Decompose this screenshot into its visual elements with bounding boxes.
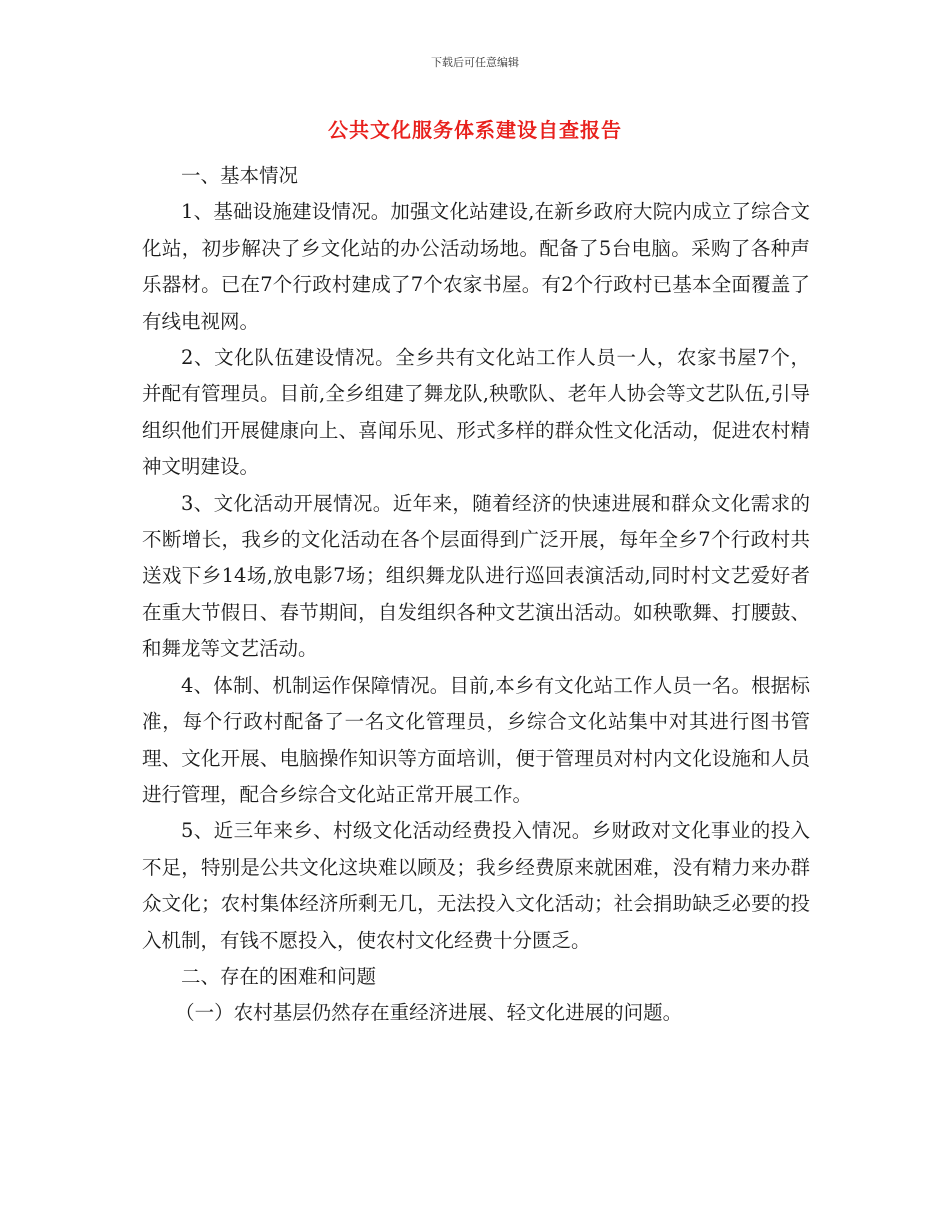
paragraph-cultural-activities: 3、文化活动开展情况。近年来，随着经济的快速进展和群众文化需求的不断增长，我乡的文化活动在各个层面得到广泛开展，每年全乡7个行政村共送戏下乡14场,放电影7场；组织舞龙队进行巡回表演活动,同时村文艺爱好者在重大节假日、春节期间，自发组织各种文艺演出活动。如秧歌舞、打腰鼓、和舞龙等文艺活动。 <box>142 491 810 661</box>
subsection-heading-1: （一）农村基层仍然存在重经济进展、轻文化进展的问题。 <box>175 1001 683 1025</box>
paragraph-funding: 5、近三年来乡、村级文化活动经费投入情况。乡财政对文化事业的投入不足，特别是公共文化这块难以顾及；我乡经费原来就困难，没有精力来办群众文化；农村集体经济所剩无几，无法投入文化活动；社会捐助缺乏必要的投入机制，有钱不愿投入，使农村文化经费十分匮乏。 <box>142 819 810 952</box>
section-heading-basic-situation: 一、基本情况 <box>181 164 299 187</box>
document-title: 公共文化服务体系建设自查报告 <box>328 118 622 142</box>
paragraph-cultural-team: 2、文化队伍建设情况。全乡共有文化站工作人员一人，农家书屋7个，并配有管理员。目前,全乡组建了舞龙队,秧歌队、老年人协会等文艺队伍,引导组织他们开展健康向上、喜闻乐见、形式多样的群众性文化活动，促进农村精神文明建设。 <box>142 346 810 479</box>
header-note: 下载后可任意编辑 <box>431 56 519 69</box>
document-body <box>142 158 810 1032</box>
paragraph-mechanism: 4、体制、机制运作保障情况。目前,本乡有文化站工作人员一名。根据标准，每个行政村配备了一名文化管理员，乡综合文化站集中对其进行图书管理、文化开展、电脑操作知识等方面培训，便于管理员对村内文化设施和人员进行管理，配合乡综合文化站正常开展工作。 <box>142 673 810 806</box>
paragraph-infrastructure: 1、基础设施建设情况。加强文化站建设,在新乡政府大院内成立了综合文化站，初步解决了乡文化站的办公活动场地。配备了5台电脑。采购了各种声乐器材。已在7个行政村建成了7个农家书屋。有2个行政村已基本全面覆盖了有线电视网。 <box>142 200 810 333</box>
section-heading-problems: 二、存在的困难和问题 <box>181 964 377 988</box>
